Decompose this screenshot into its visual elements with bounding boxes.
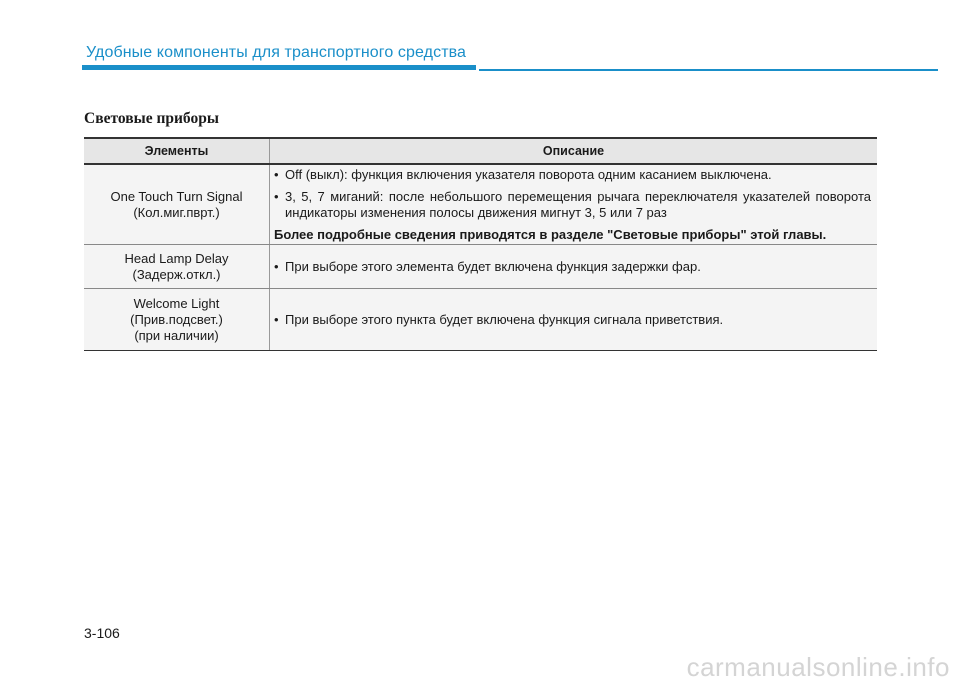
bullet-icon: • [274, 188, 279, 204]
bullet-icon: • [274, 166, 279, 182]
item-sublabel: (Кол.миг.пврт.) [133, 204, 220, 220]
bullet-text: При выборе этого пункта будет включена функция сигнала приветствия. [285, 311, 724, 327]
item-cell [84, 165, 270, 244]
table-header [84, 139, 877, 165]
description-bullet [274, 189, 871, 221]
item-sublabel: (Задерж.откл.) [132, 266, 221, 282]
page-number: 3-106 [84, 625, 120, 641]
bullet-text: При выборе этого элемента будет включена функция задержки фар. [285, 258, 701, 274]
item-availability: (при наличии) [134, 327, 219, 343]
bullet-icon: • [274, 258, 279, 274]
item-sublabel: (Прив.подсвет.) [130, 311, 223, 327]
section-title: Световые приборы [84, 110, 219, 127]
chapter-rule-thick [82, 65, 476, 70]
chapter-title: Удобные компоненты для транспортного средства [86, 44, 467, 61]
description-bullet [274, 259, 871, 275]
description-bullet [274, 312, 871, 328]
column-header-description: Описание [542, 144, 605, 158]
item-name: Head Lamp Delay [124, 250, 229, 266]
table-row [84, 245, 877, 289]
chapter-rule-thin [479, 69, 938, 71]
item-name: Welcome Light [133, 295, 220, 311]
watermark: carmanualsonline.info [686, 652, 950, 682]
reference-note: Более подробные сведения приводятся в разделе "Световые приборы" этой главы. [274, 226, 827, 242]
description-cell [270, 289, 877, 350]
description-cell [270, 245, 877, 288]
item-cell [84, 289, 270, 350]
description-bullet [274, 167, 871, 183]
bullet-icon: • [274, 311, 279, 327]
bullet-text: Off (выкл): функция включения указателя поворота одним касанием выключена. [285, 166, 772, 182]
bullet-text: 3, 5, 7 миганий: после небольшого перемещения рычага переключателя указателей поворота индикаторы изменения полосы движения мигнут 3, 5 или 7 раз [285, 188, 871, 220]
item-cell [84, 245, 270, 288]
item-name: One Touch Turn Signal [110, 188, 243, 204]
column-header-items: Элементы [84, 139, 270, 163]
features-table [84, 137, 877, 351]
table-row [84, 165, 877, 245]
table-row [84, 289, 877, 350]
description-cell [270, 165, 877, 244]
